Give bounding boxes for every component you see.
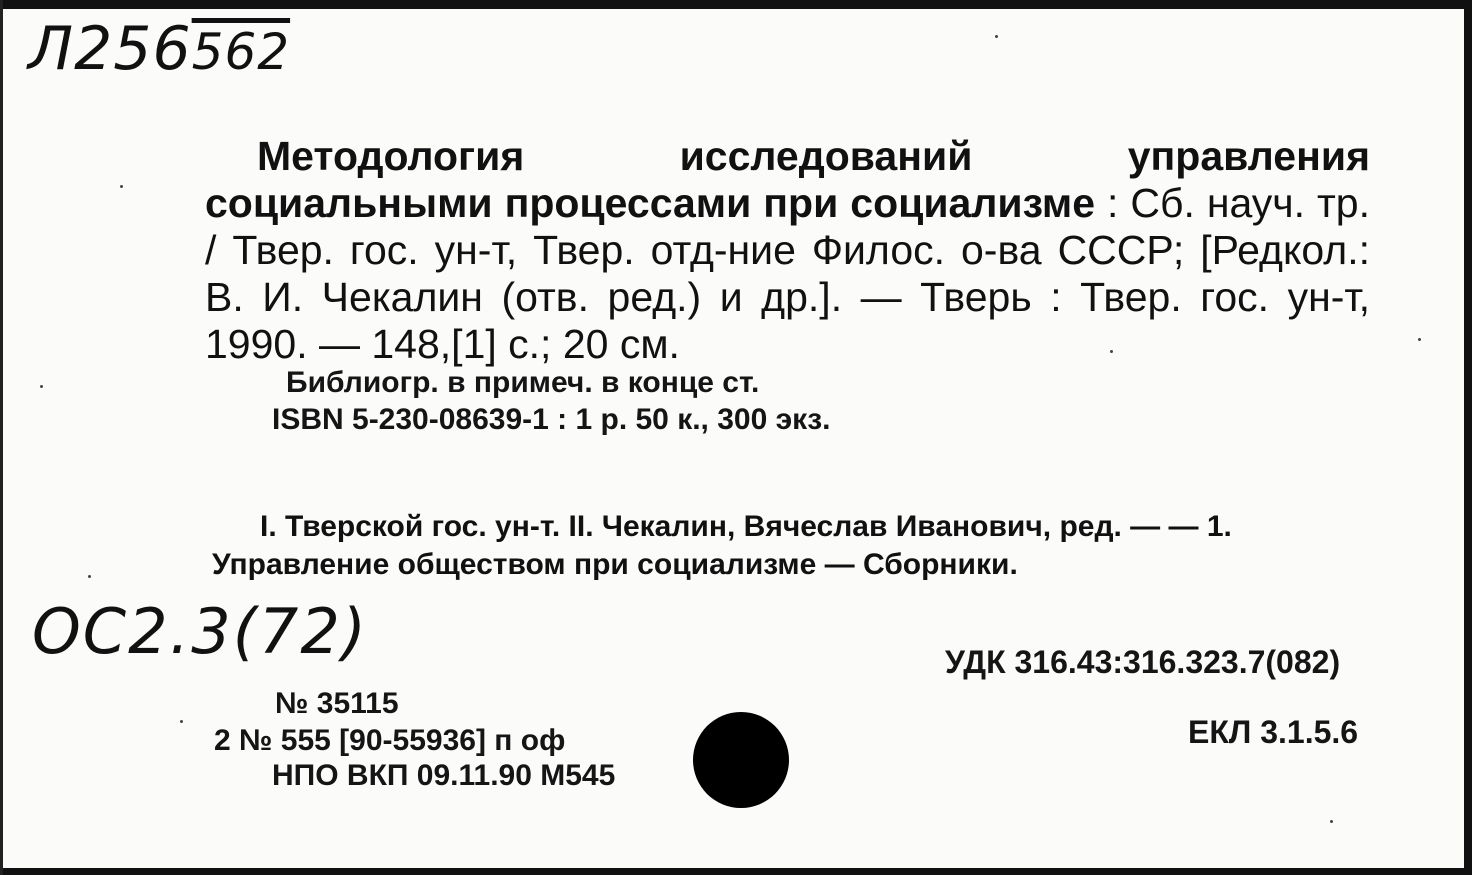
punch-hole [693,712,789,808]
speck [40,385,43,388]
subject-line-2: Управление обществом при социализме — Сборники. [212,548,1018,581]
ekl-code: ЕКЛ 3.1.5.6 [1188,714,1359,750]
bibliographic-description [205,133,1370,368]
description-rest: : Сб. науч. тр. / Твер. гос. ун-т, Твер. отд-ние Филос. о-ва СССР; [Редкол.: В. И. Чекалин (отв. ред.) и др.]. — Тверь : Твер. гос. ун-т, 1990. — 148,[1] с.; 20 см. [205,180,1370,367]
shelf-mark-main: Л256 [28,14,192,84]
isbn-line: ISBN 5-230-08639-1 : 1 р. 50 к., 300 экз. [272,403,831,436]
handwritten-shelf-mark [28,14,290,84]
shelf-mark-over: 562 [191,23,291,81]
speck [88,575,91,578]
speck [120,185,123,188]
speck [180,720,183,723]
book-title: Методология исследований управления социальными процессами при социализме [205,133,1370,226]
udk-code: УДК 316.43:316.323.7(082) [945,644,1341,680]
speck [1110,350,1113,353]
print-order-number: 2 № 555 [90-55936] п оф [214,724,566,757]
speck [1418,338,1421,341]
card-number: № 35115 [275,687,399,720]
bibliography-note: Библиогр. в примеч. в конце ст. [286,366,760,399]
handwritten-class-mark: ОС2.3(72) [32,595,368,668]
subject-headings [212,508,1372,584]
subject-line-1: I. Тверской гос. ун-т. II. Чекалин, Вячеслав Иванович, ред. — — 1. [260,510,1232,543]
card-top-edge [0,0,1472,9]
speck [995,35,998,38]
card-left-edge [0,0,3,875]
printer-imprint: НПО ВКП 09.11.90 М545 [272,759,616,792]
card-right-edge [1464,0,1472,875]
speck [1330,820,1333,823]
card-bottom-edge [0,868,1472,875]
